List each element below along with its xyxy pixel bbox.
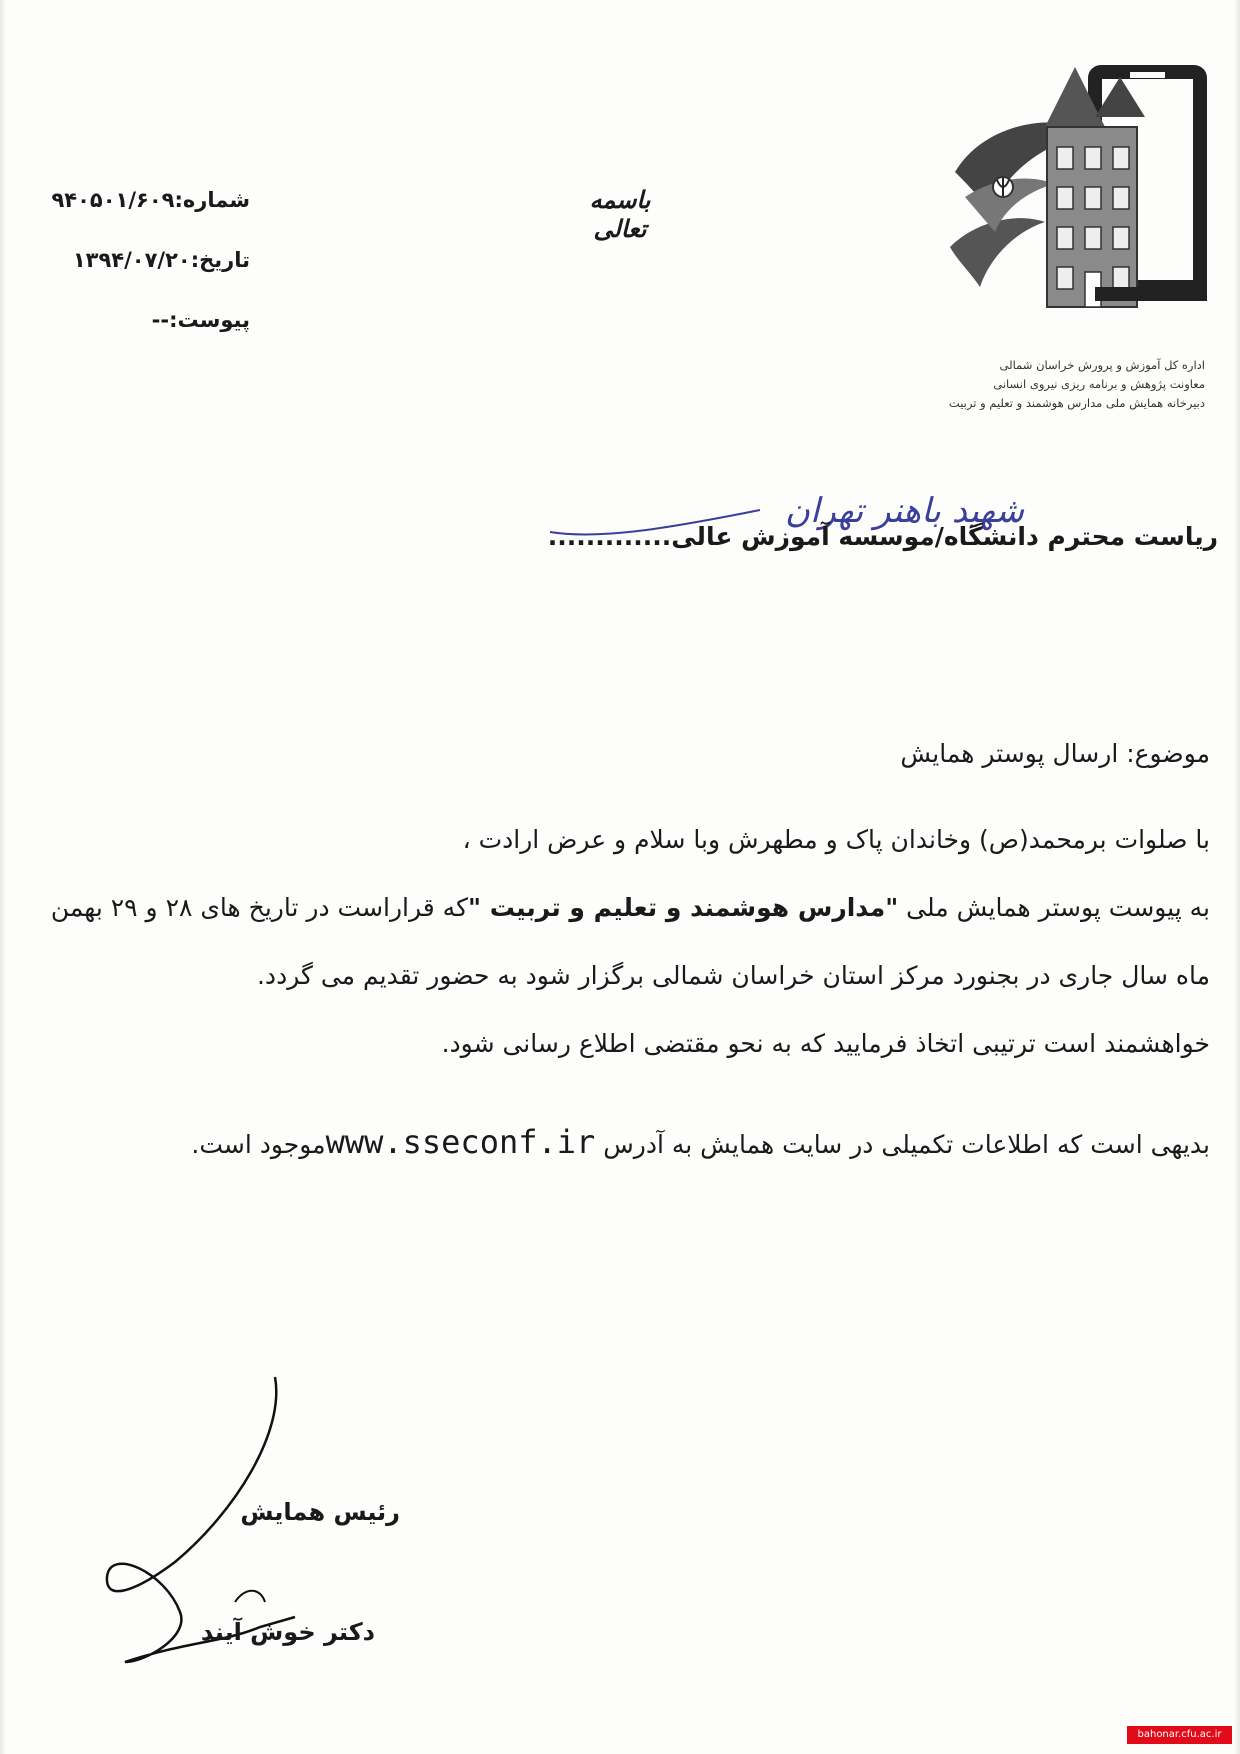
- para3-start: بدیهی است که اطلاعات تکمیلی در سایت همایش به آدرس: [595, 1130, 1210, 1159]
- organization-logo-icon: [945, 62, 1210, 362]
- recipient-line: ریاست محترم دانشگاه/موسسه آموزش عالی.............: [547, 522, 1218, 551]
- para1-end: که قراراست در تاریخ های ۲۸ و ۲۹ بهمن ماه سال جاری در بجنورد مرکز استان خراسان شمالی برگزار شود به حضور تقدیم می گردد.: [50, 893, 1210, 990]
- source-badge: bahonar.cfu.ac.ir: [1127, 1726, 1232, 1744]
- conference-url: www.sseconf.ir: [325, 1123, 596, 1161]
- basmeh-heading: باسمه تعالی: [589, 185, 651, 243]
- greeting-line: با صلوات برمحمد(ص) وخاندان پاک و مطهرش وبا سلام و عرض ارادت ،: [462, 825, 1210, 854]
- scan-edge-right: [1234, 0, 1240, 1754]
- letter-meta: [40, 170, 250, 350]
- body-paragraph-2: خواهشمند است ترتیبی اتخاذ فرمایید که به نحو مقتضی اطلاع رسانی شود.: [441, 1029, 1210, 1058]
- para1-start: به پیوست پوستر همایش ملی: [898, 893, 1210, 922]
- signer-title: رئیس همایش: [240, 1498, 400, 1526]
- org-line-2: معاونت پژوهش و برنامه ریزی نیروی انسانی: [993, 377, 1205, 391]
- subject-line: موضوع: ارسال پوستر همایش: [900, 739, 1210, 768]
- conference-title: "مدارس هوشمند و تعلیم و تربیت ": [467, 893, 899, 922]
- letter-body: [30, 720, 1210, 1179]
- scan-edge-left: [0, 0, 6, 1754]
- body-paragraph-1: [30, 874, 1210, 1010]
- letter-number: شماره:۹۴۰۵۰۱/۶۰۹: [51, 188, 250, 212]
- org-line-1: اداره کل آموزش و پرورش خراسان شمالی: [999, 358, 1205, 372]
- letter-date: تاریخ:۱۳۹۴/۰۷/۲۰: [72, 248, 250, 272]
- organization-caption: [920, 356, 1205, 413]
- para3-end: موجود است.: [191, 1130, 326, 1159]
- signer-name: دکتر خوش آیند: [200, 1618, 375, 1646]
- letter-attachment: پیوست:--: [151, 308, 250, 332]
- body-paragraph-3: [30, 1108, 1210, 1179]
- handwritten-note-text: شهید باهنر تهران: [785, 491, 1024, 531]
- org-line-3: دبیرخانه همایش ملی مدارس هوشمند و تعلیم و تربیت: [948, 396, 1205, 410]
